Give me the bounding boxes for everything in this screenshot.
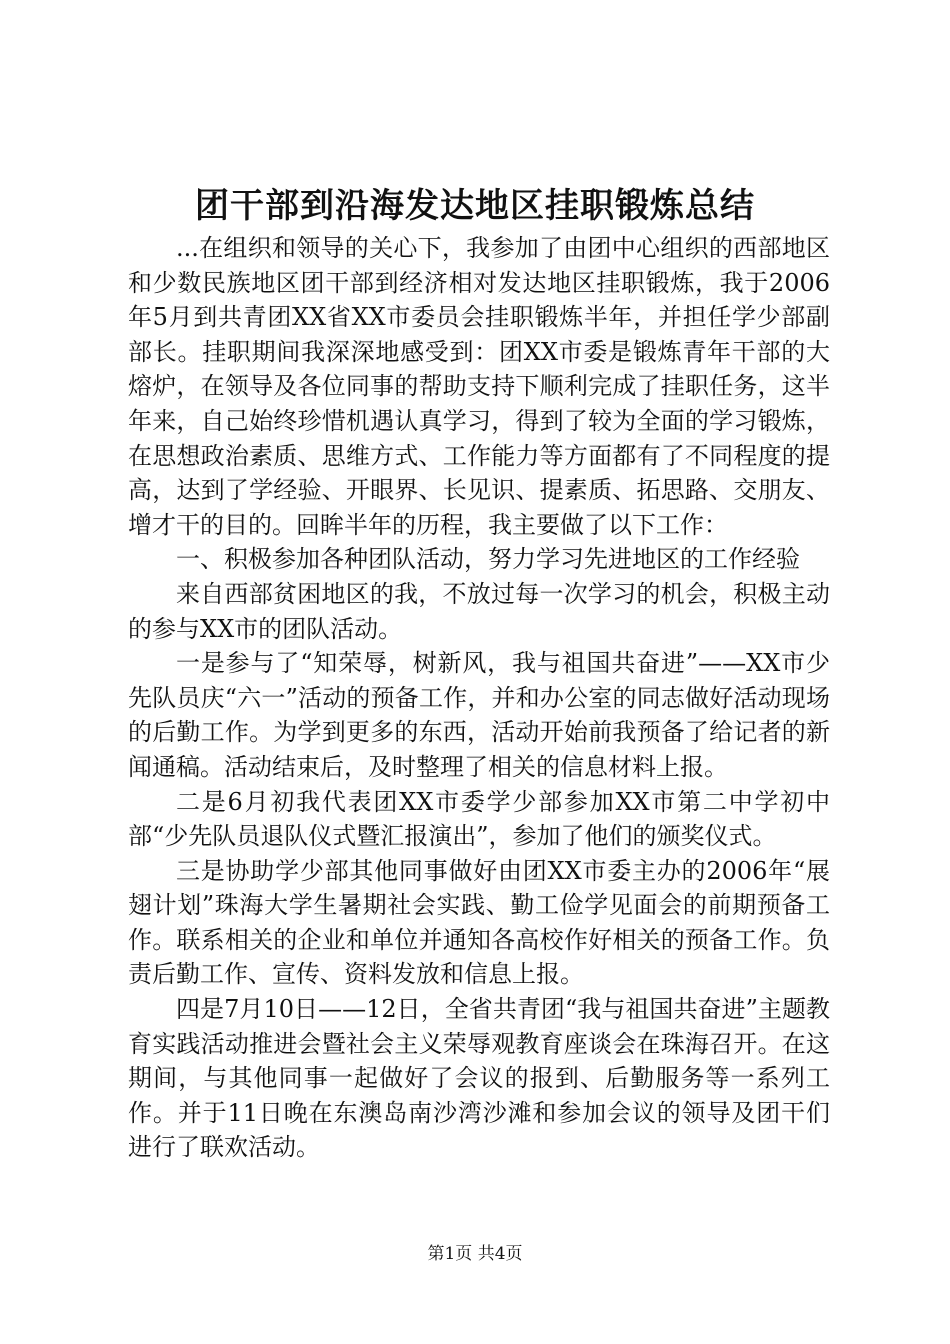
paragraph-item-2: 二是6月初我代表团XX市委学少部参加XX市第二中学初中部“少先队员退队仪式暨汇报演出”，参加了他们的颁奖仪式。 xyxy=(128,787,830,851)
paragraph-item-1: 一是参与了“知荣辱，树新风，我与祖国共奋进”——XX市少先队员庆“六一”活动的预备工作，并和办公室的同志做好活动现场的后勤工作。为学到更多的东西，活动开始前我预备了给记者的新闻通稿。活动结束后，及时整理了相关的信息材料上报。 xyxy=(128,649,830,781)
paragraph-section-intro: 来自西部贫困地区的我，不放过每一次学习的机会，积极主动的参与XX市的团队活动。 xyxy=(128,579,830,643)
document-body xyxy=(128,231,830,1165)
document-title: 团干部到沿海发达地区挂职锻炼总结 xyxy=(195,186,755,226)
paragraph-item-4: 四是7月10日——12日，全省共青团“我与祖国共奋进”主题教育实践活动推进会暨社会主义荣辱观教育座谈会在珠海召开。在这期间，与其他同事一起做好了会议的报到、后勤服务等一系列工作。并于11日晚在东澳岛南沙湾沙滩和参加会议的领导及团干们进行了联欢活动。 xyxy=(128,995,830,1162)
page-footer: 第1页 共4页 xyxy=(427,1244,523,1264)
section-heading-1: 一、积极参加各种团队活动，努力学习先进地区的工作经验 xyxy=(176,545,800,574)
paragraph-item-3: 三是协助学少部其他同事做好由团XX市委主办的2006年“展翅计划”珠海大学生暑期社会实践、勤工俭学见面会的前期预备工作。联系相关的企业和单位并通知各高校作好相关的预备工作。负责后勤工作、宣传、资料发放和信息上报。 xyxy=(128,856,830,989)
paragraph-intro: ...在组织和领导的关心下，我参加了由团中心组织的西部地区和少数民族地区团干部到经济相对发达地区挂职锻炼，我于2006年5月到共青团XX省XX市委员会挂职锻炼半年，并担任学少部副部长。挂职期间我深深地感受到：团XX市委是锻炼青年干部的大熔炉，在领导及各位同事的帮助支持下顺利完成了挂职任务，这半年来，自己始终珍惜机遇认真学习，得到了较为全面的学习锻炼，在思想政治素质、思维方式、工作能力等方面都有了不同程度的提高，达到了学经验、开眼界、长见识、提素质、拓思路、交朋友、增才干的目的。回眸半年的历程，我主要做了以下工作： xyxy=(128,234,830,539)
